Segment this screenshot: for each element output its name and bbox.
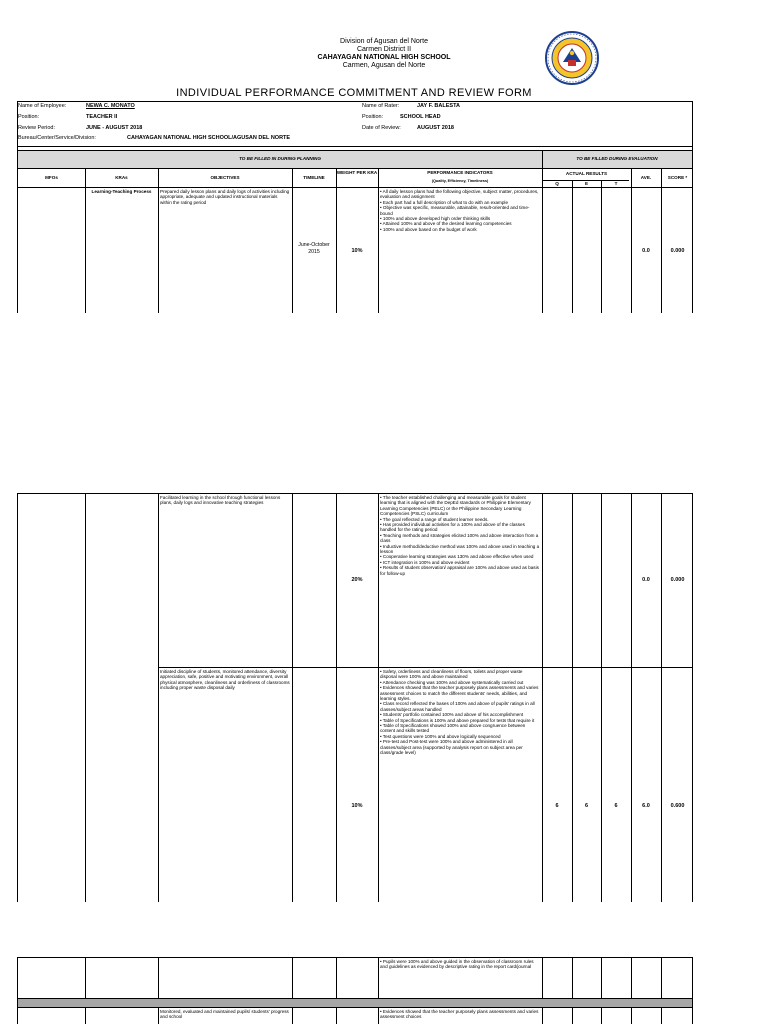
division-name: Division of Agusan del Norte (340, 38, 428, 45)
review-period-label: Review Period: (18, 125, 55, 131)
row1-kra: Learning-Teaching Process (91, 189, 152, 194)
document-header (0, 38, 768, 70)
row3-e: 6 (584, 803, 589, 809)
rater-position-label: Position: (362, 114, 384, 120)
row1-score: 0.000 (670, 248, 685, 254)
ipcrf-table-section-2 (17, 493, 693, 902)
col-header-indicators-sub: (Quality, Efficiency, Timeliness) (431, 179, 489, 183)
col-header-objectives: OBJECTIVES (210, 175, 240, 180)
planning-band-label: TO BE FILLED IN DURING PLANNING (239, 156, 321, 161)
row2-indicators: • The teacher established challenging and measurable goals for student learning that is aligned with the DepEd standards or Philippine Elementary Learning Competencies (PELC) or the Philippine Secondary Learning Competencies (PSLC) curriculum • The goal reflected a range of student learner needs. • Has provided individual activities for a 100% and above of the classes handled for the rating period • Teaching methods and strategies elicited 100% and above interaction from a class • Inductive method/deductive method was 100% and above used in teaching a lesson • Cooperative learning strategies was 130% and above effective when used • ICT integration is 100% and above evident • Results of student observation/ appraisal are 100% and above used as basis for follow-up (380, 495, 540, 576)
row3-ave: 6.0 (642, 803, 650, 809)
form-title: INDIVIDUAL PERFORMANCE COMMITMENT AND REVIEW FORM (176, 87, 532, 99)
row2-weight: 20% (351, 577, 363, 583)
review-date-value: AUGUST 2018 (417, 125, 454, 131)
employee-position-value: TEACHER II (86, 114, 118, 120)
row4-indicators: • Pupils were 100% and above guided in the observation of classroom rules and guidelines as evidenced by descriptive rating in the report card/journal (380, 959, 534, 970)
rater-name-label: Name of Rater: (362, 103, 400, 109)
row1-ave: 0.0 (642, 248, 650, 254)
row1-timeline: June-October 2015 (298, 242, 330, 255)
col-header-timeline: TIMELINE (303, 175, 325, 180)
rater-name-value: JAY F. BALESTA (417, 103, 460, 109)
deped-seal-logo (541, 30, 603, 86)
row3-q: 6 (555, 803, 559, 809)
row1-weight: 10% (351, 248, 363, 254)
col-header-q: Q (555, 181, 559, 186)
row2-objective: Facilitated learning in the school through functional lessons plans, daily logs and innovative teaching strategies (160, 495, 281, 506)
employee-position-label: Position: (18, 114, 40, 120)
evaluation-band-label: TO BE FILLED DURING EVALUATION (576, 156, 658, 161)
col-header-t: T (614, 181, 618, 186)
district-name: Carmen District II (356, 46, 412, 53)
col-header-ave: AVE. (640, 175, 652, 180)
col-header-e: E (584, 181, 589, 186)
col-header-actual-results: ACTUAL RESULTS (565, 171, 608, 176)
col-header-mfos: MFOs (45, 175, 58, 180)
row5-indicators: • Evidences showed that the teacher purposely plans assessments and varies assessment choices (380, 1009, 539, 1020)
col-header-weight: WEIGHT PER KRA (336, 170, 378, 175)
col-header-score: SCORE * (667, 175, 688, 180)
row2-ave: 0.0 (642, 577, 650, 583)
review-period-value: JUNE - AUGUST 2018 (86, 125, 143, 131)
school-location: Carmen, Agusan del Norte (342, 62, 426, 69)
row3-t: 6 (614, 803, 618, 809)
row1-indicators: • All daily lesson plans had the following objective, subject matter, procedures, evaluation and assignment • Each part had a full description of what to do with an example • Objective was specific, measurable, attainable, result-oriented and time-bound • 100% and above developed high order thinking skills • Attained 100% and above of the desired learning competencies • 100% and above based on the budget of work (380, 189, 539, 232)
row3-objective: Initiated discipline of students, monitored attendance, diversity appreciation, safe, positive and motivating environment, overall physical atmosphere, cleanliness and orderliness of classrooms including proper waste disposal daily (160, 669, 290, 691)
row1-objective: Prepared daily lesson plans and daily logs of activities including appropriate, adequate and updated instructional materials within the rating period (160, 189, 290, 205)
employee-name-label: Name of Employee: (18, 103, 67, 109)
col-header-kras: KRAs (115, 175, 128, 180)
bureau-label: Bureau/Center/Service/Division: (18, 135, 96, 141)
row3-score: 0.600 (670, 803, 685, 809)
row5-objective: Monitored, evaluated and maintained pupils/ students' progress and school (160, 1009, 289, 1020)
row3-weight: 10% (351, 803, 363, 809)
ipcrf-table-section-1 (17, 101, 693, 313)
review-date-label: Date of Review: (362, 125, 401, 131)
row2-score: 0.000 (670, 577, 685, 583)
ipcrf-table-section-3 (17, 957, 693, 1024)
col-header-indicators: PERFORMANCE INDICATORS (427, 170, 493, 175)
school-name: CAHAYAGAN NATIONAL HIGH SCHOOL (317, 54, 451, 61)
row3-indicators: • Safety, orderliness and cleanliness of floors, toilets and proper waste disposal were 100% and above maintained • Attendance checking was 100% and above systematically carried out • Evidences showed that the teacher purposely plans assessments and varies assessment choices to match the different students' needs, abilities, and learning styles. • Class record reflected the bases of 100% and above of pupils' ratings in all classes/subject areas handled • Students' portfolio contained 100% and above of his accomplishment • Table of Specifications is 100% and above prepared for tests that require it • Table of Specifications showed 100% and above congruence between content and skills tested • Test questions were 100% and above logically sequenced • Pre-test and Post-test were 100% and above administered in all classes/subject area (supported by analysis report on subject area per class/grade level) (380, 669, 539, 756)
rater-position-value: SCHOOL HEAD (400, 114, 441, 120)
employee-name-value: NEWA C. MONATO (86, 103, 135, 109)
bureau-value: CAHAYAGAN NATIONAL HIGH SCHOOL/AGUSAN DEL NORTE (127, 135, 291, 141)
